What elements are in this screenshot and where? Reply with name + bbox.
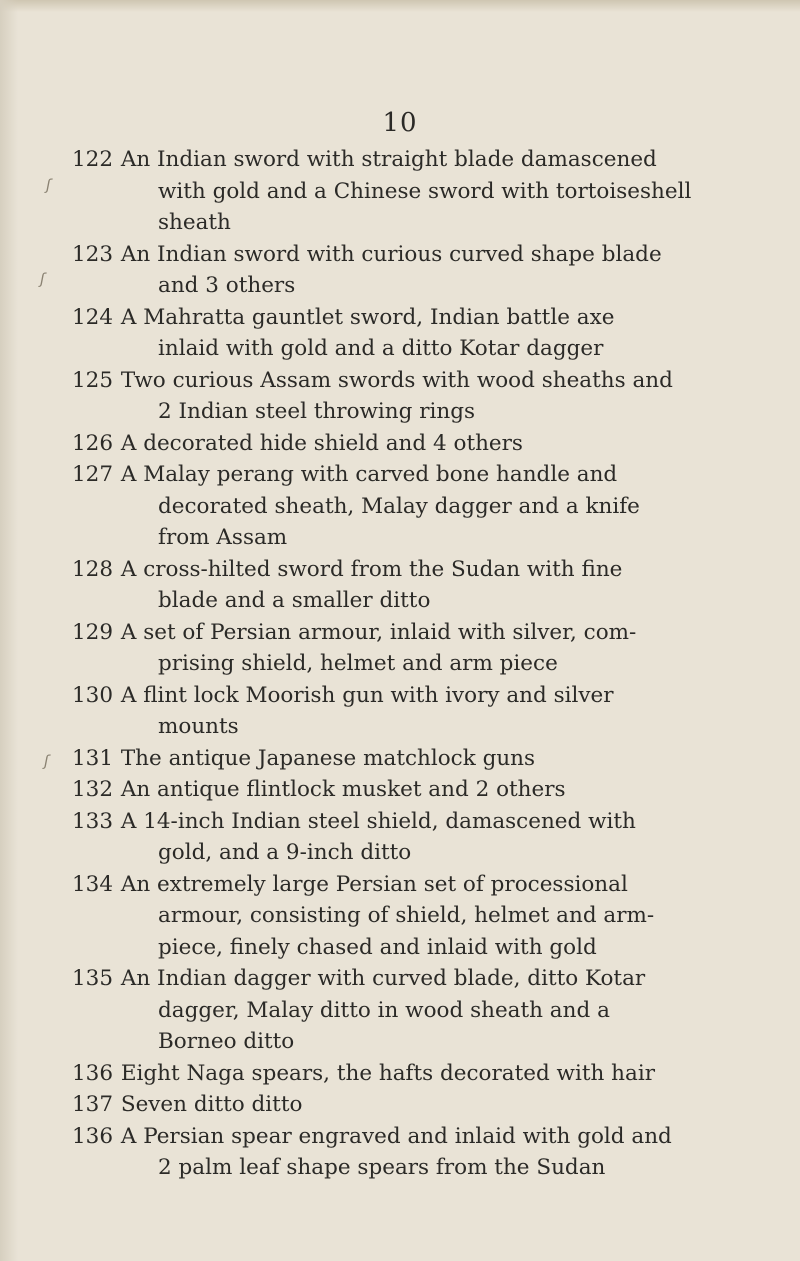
lot-number: 137 — [72, 1092, 114, 1117]
lot-description: A Persian spear engraved and inlaid with gold and — [114, 1123, 672, 1149]
lot-description: A Malay perang with carved bone handle and — [114, 462, 618, 487]
lot-first-line — [72, 743, 772, 775]
lot-description: A set of Persian armour, inlaid with silver, com- — [114, 619, 637, 645]
lot-entry — [72, 428, 772, 460]
lot-description-continued: sheath — [158, 210, 231, 235]
lot-first-line — [72, 1058, 772, 1090]
lot-number: 125 — [72, 367, 114, 393]
lot-description: An antique flintlock musket and 2 others — [114, 777, 566, 802]
lot-number: 132 — [72, 777, 114, 802]
lot-number: 126 — [72, 430, 114, 456]
lot-first-line — [72, 963, 772, 995]
lot-number: 136 — [72, 1123, 114, 1149]
lot-entry — [72, 1121, 772, 1184]
lot-number: 127 — [72, 462, 114, 487]
lot-number: 131 — [72, 745, 114, 771]
lot-description-continued: inlaid with gold and a ditto Kotar dagger — [158, 336, 604, 361]
lot-first-line — [72, 459, 772, 491]
lot-description: Eight Naga spears, the hafts decorated with hair — [114, 1060, 655, 1086]
lot-number: 134 — [72, 871, 114, 897]
lot-description: The antique Japanese matchlock guns — [114, 745, 536, 771]
pencil-mark: ʃ — [40, 270, 46, 288]
lot-first-line — [72, 302, 772, 334]
lot-description-continued: piece, finely chased and inlaid with gold — [158, 934, 597, 960]
lot-entry — [72, 806, 772, 869]
lot-first-line — [72, 365, 772, 397]
lot-entry — [72, 144, 772, 239]
lot-number: 136 — [72, 1060, 114, 1086]
lot-first-line — [72, 869, 772, 901]
lot-description: Seven ditto ditto — [114, 1092, 303, 1117]
lot-first-line — [72, 680, 772, 712]
lot-description: A 14-inch Indian steel shield, damascened with — [114, 808, 636, 834]
lot-first-line — [72, 554, 772, 586]
lot-description-continued: mounts — [158, 714, 239, 739]
lot-description: A decorated hide shield and 4 others — [114, 430, 523, 456]
lot-entry — [72, 680, 772, 743]
lot-first-line — [72, 1121, 772, 1153]
lot-number: 129 — [72, 619, 114, 645]
lot-number: 122 — [72, 147, 114, 172]
lot-description: Two curious Assam swords with wood sheaths and — [114, 367, 673, 393]
lot-description-continued: Borneo ditto — [158, 1029, 295, 1054]
lot-entry — [72, 302, 772, 365]
lot-entry — [72, 365, 772, 428]
lot-description-continued: decorated sheath, Malay dagger and a knife — [158, 493, 640, 519]
lot-description: A flint lock Moorish gun with ivory and silver — [114, 682, 614, 708]
lot-description-continued: with gold and a Chinese sword with tortoiseshell — [158, 178, 692, 204]
lot-description: A cross-hilted sword from the Sudan with fine — [114, 556, 623, 582]
lot-description-continued: 2 palm leaf shape spears from the Sudan — [158, 1155, 606, 1180]
lot-entry — [72, 1058, 772, 1090]
lot-first-line — [72, 1089, 772, 1121]
lot-entry — [72, 774, 772, 806]
lot-number: 130 — [72, 682, 114, 708]
lot-entry — [72, 963, 772, 1058]
lot-entry — [72, 743, 772, 775]
lot-description: An Indian sword with curious curved shape blade — [114, 241, 662, 267]
lot-entry — [72, 459, 772, 554]
lot-number: 135 — [72, 966, 114, 991]
page-number: 10 — [382, 108, 418, 138]
lot-description-continued: prising shield, helmet and arm piece — [158, 651, 558, 676]
pencil-mark: ʃ — [46, 176, 52, 194]
lot-first-line — [72, 806, 772, 838]
lot-description: An extremely large Persian set of processional — [114, 871, 628, 897]
lot-first-line — [72, 774, 772, 806]
lot-entry — [72, 1089, 772, 1121]
lot-first-line — [72, 617, 772, 649]
lot-description-continued: dagger, Malay ditto in wood sheath and a — [158, 997, 610, 1023]
lot-number: 123 — [72, 241, 114, 267]
lot-entry — [72, 239, 772, 302]
lot-number: 133 — [72, 808, 114, 834]
lot-entry — [72, 869, 772, 964]
page-left-shadow — [0, 0, 18, 1261]
lot-description-continued: blade and a smaller ditto — [158, 588, 431, 613]
lot-description-continued: armour, consisting of shield, helmet and arm- — [158, 903, 655, 928]
lot-list — [72, 144, 772, 1184]
lot-description: A Mahratta gauntlet sword, Indian battle axe — [114, 304, 615, 330]
lot-first-line — [72, 239, 772, 271]
lot-description: An Indian dagger with curved blade, ditto Kotar — [114, 966, 646, 991]
lot-entry — [72, 554, 772, 617]
pencil-mark: ʃ — [44, 752, 50, 770]
lot-description: An Indian sword with straight blade damascened — [114, 147, 657, 172]
lot-number: 128 — [72, 556, 114, 582]
lot-description-continued: gold, and a 9-inch ditto — [158, 840, 412, 865]
lot-description-continued: and 3 others — [158, 273, 296, 298]
lot-description-continued: 2 Indian steel throwing rings — [158, 399, 476, 424]
lot-number: 124 — [72, 304, 114, 330]
lot-description-continued: from Assam — [158, 525, 288, 550]
lot-first-line — [72, 144, 772, 176]
page-top-shadow — [0, 0, 800, 12]
lot-entry — [72, 617, 772, 680]
lot-first-line — [72, 428, 772, 460]
